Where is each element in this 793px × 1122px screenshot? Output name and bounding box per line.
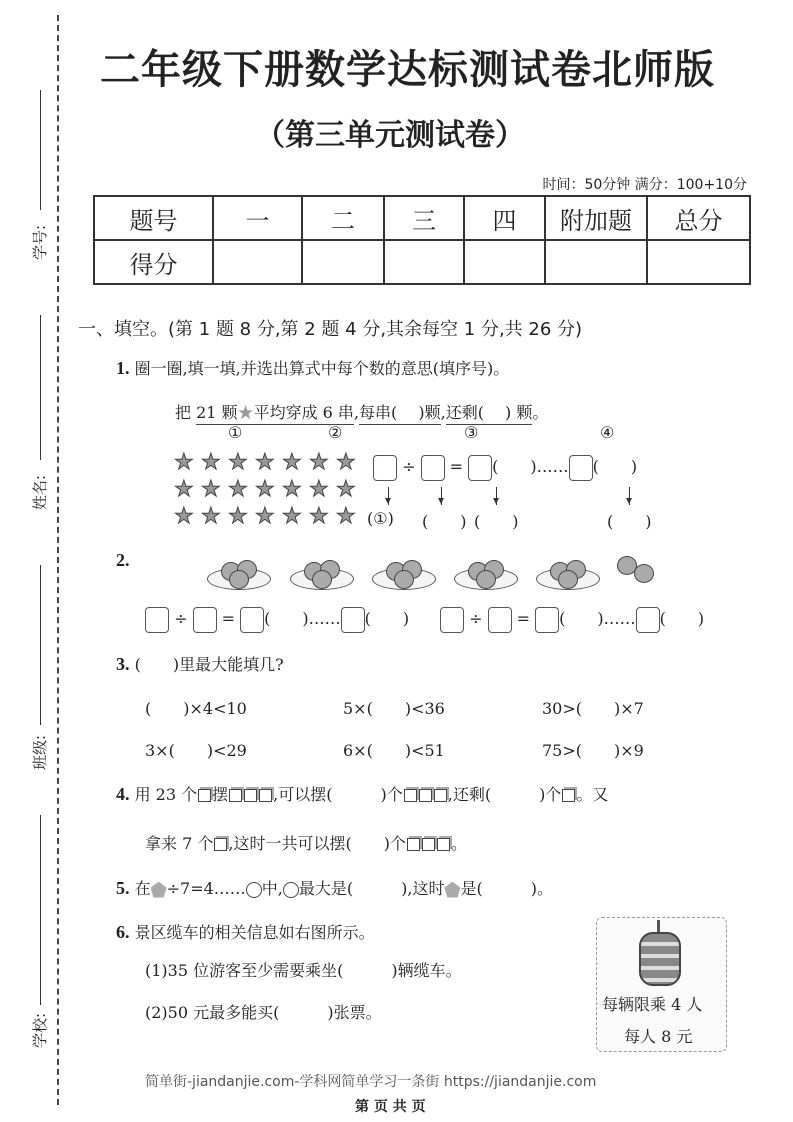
q2-equation-2: ÷ = ( )…… ( ) xyxy=(440,606,704,633)
answer-box[interactable] xyxy=(535,607,559,633)
star-icon: ★ xyxy=(174,504,194,529)
cube-icon xyxy=(562,789,575,802)
circled-label: ② xyxy=(328,423,343,442)
inequality-blank[interactable]: 3×( )<29 xyxy=(145,741,247,760)
question-text: ( )里最大能填几? xyxy=(134,655,284,674)
score-cell[interactable] xyxy=(302,240,384,284)
inequality-blank[interactable]: ( )×4<10 xyxy=(145,699,247,718)
table-header: 二 xyxy=(302,196,384,240)
q1-equation: ÷ = ( )…… ( ) xyxy=(373,454,637,481)
table-header: 附加题 xyxy=(545,196,647,240)
answer-box[interactable] xyxy=(636,607,660,633)
star-icon: ★ xyxy=(228,450,248,475)
circle-icon xyxy=(283,882,299,898)
name-label: 姓名: xyxy=(31,474,50,511)
answer-box[interactable] xyxy=(193,607,217,633)
question-1 xyxy=(116,356,509,379)
answer-blank[interactable]: ( ) xyxy=(422,512,467,531)
inequality-blank[interactable]: 30>( )×7 xyxy=(542,699,644,718)
text: 21 颗 xyxy=(196,403,238,422)
star-icon: ★ xyxy=(255,504,275,529)
score-cell[interactable] xyxy=(647,240,750,284)
circled-label: ④ xyxy=(600,423,615,442)
q2-equation-1: ÷ = ( )…… ( ) xyxy=(145,606,409,633)
cube-shape-icon xyxy=(406,834,451,853)
apple-icon xyxy=(476,570,496,589)
text: 在 xyxy=(134,879,151,898)
star-icon: ★ xyxy=(201,450,221,475)
apple-icon xyxy=(558,570,578,589)
question-2 xyxy=(116,550,130,571)
score-cell[interactable] xyxy=(384,240,464,284)
arrow-icon xyxy=(441,487,442,505)
cable-car-info-box xyxy=(596,917,727,1052)
text: ÷7=4…… xyxy=(166,879,246,898)
exam-info: 时间：50分钟 满分：100+10分 xyxy=(542,177,747,193)
text: ( ) xyxy=(364,609,410,628)
question-number: 5. xyxy=(116,878,130,898)
answer-box[interactable] xyxy=(421,455,445,481)
cube-shape-icon xyxy=(403,785,448,804)
table-header: 一 xyxy=(213,196,302,240)
cube-icon xyxy=(214,838,227,851)
answer-blank[interactable]: (①) xyxy=(367,509,394,528)
class-line xyxy=(40,565,41,725)
text: 。又 xyxy=(576,785,609,804)
answer-box[interactable] xyxy=(468,455,492,481)
question-5 xyxy=(116,876,553,899)
cable-car-icon xyxy=(639,932,681,986)
table-header: 三 xyxy=(384,196,464,240)
star-icon: ★ xyxy=(228,477,248,502)
text: 摆 xyxy=(212,785,229,804)
table-row xyxy=(94,240,750,284)
phrase-4-blank[interactable]: 还剩( ) 颗 xyxy=(446,403,533,425)
text: ( )…… xyxy=(264,609,341,628)
apple-icon xyxy=(312,570,332,589)
inequality-blank[interactable]: 5×( )<36 xyxy=(343,699,445,718)
footer-watermark: 简单街-jiandanjie.com-学科网简单学习一条街 https://jiandanjie.com xyxy=(145,1074,597,1090)
score-cell[interactable] xyxy=(213,240,302,284)
answer-blank[interactable]: ( ) xyxy=(607,512,652,531)
star-icon: ★ xyxy=(255,477,275,502)
text[interactable]: ,还剩( )个 xyxy=(447,785,562,804)
star-icon: ★ xyxy=(336,504,356,529)
inequality-blank[interactable]: 6×( )<51 xyxy=(343,741,445,760)
star-icon: ★ xyxy=(174,450,194,475)
question-number: 6. xyxy=(116,922,130,942)
binding-dashed-line xyxy=(57,15,59,1105)
text[interactable]: 最大是( ),这时 xyxy=(298,879,445,898)
inequality-blank[interactable]: 75>( )×9 xyxy=(542,741,644,760)
question-4-line-1 xyxy=(116,782,608,805)
answer-box[interactable] xyxy=(440,607,464,633)
pentagon-icon xyxy=(151,882,167,898)
answer-box[interactable] xyxy=(373,455,397,481)
circled-label: ① xyxy=(228,423,243,442)
question-number: 4. xyxy=(116,784,130,804)
phrase-2: 平均穿成 6 串 xyxy=(254,403,354,425)
table-header-row xyxy=(94,196,750,240)
question-number: 1. xyxy=(116,358,130,378)
score-cell[interactable] xyxy=(464,240,545,284)
table-header: 题号 xyxy=(94,196,213,240)
section-heading: 一、填空。(第 1 题 8 分,第 2 题 4 分,其余每空 1 分,共 26 分) xyxy=(78,319,583,340)
cube-icon xyxy=(198,789,211,802)
question-3 xyxy=(116,652,284,675)
capacity-text: 每辆限乘 4 人 xyxy=(602,995,703,1014)
arrow-icon xyxy=(388,487,389,505)
page-title: 二年级下册数学达标测试卷北师版 xyxy=(100,47,715,93)
star-icon: ★ xyxy=(309,450,329,475)
table-header: 总分 xyxy=(647,196,750,240)
text: ( ) xyxy=(592,457,638,476)
table-header: 四 xyxy=(464,196,545,240)
subquestion-1[interactable]: (1)35 位游客至少需要乘坐( )辆缆车。 xyxy=(145,961,462,980)
text: ( )…… xyxy=(559,609,636,628)
student-id-label: 学号: xyxy=(31,224,50,261)
star-icon: ★ xyxy=(336,450,356,475)
star-icon: ★ xyxy=(174,477,194,502)
text[interactable]: ,这时一共可以摆( )个 xyxy=(228,834,406,853)
star-icon: ★ xyxy=(201,504,221,529)
pentagon-icon xyxy=(444,882,460,898)
text: 。 xyxy=(450,834,467,853)
subquestion-2[interactable]: (2)50 元最多能买( )张票。 xyxy=(145,1003,382,1022)
text: ( )…… xyxy=(492,457,569,476)
question-text: 圈一圈,填一填,并选出算式中每个数的意思(填序号)。 xyxy=(134,359,510,378)
text: 用 23 个 xyxy=(134,785,198,804)
school-line xyxy=(40,815,41,1005)
star-icon: ★ xyxy=(237,403,254,422)
circle-icon xyxy=(246,882,262,898)
price-text: 每人 8 元 xyxy=(624,1027,693,1046)
text: 。 xyxy=(532,403,549,422)
class-label: 班级: xyxy=(31,734,50,771)
star-icon: ★ xyxy=(282,477,302,502)
star-icon: ★ xyxy=(309,504,329,529)
answer-box[interactable] xyxy=(341,607,365,633)
apple-icon xyxy=(394,570,414,589)
star-icon: ★ xyxy=(228,504,248,529)
cube-shape-icon xyxy=(228,785,273,804)
star-icon: ★ xyxy=(282,450,302,475)
text: 把 xyxy=(175,403,192,422)
text: 中, xyxy=(261,879,283,898)
question-text: 景区缆车的相关信息如右图所示。 xyxy=(134,923,375,942)
answer-box[interactable] xyxy=(569,455,593,481)
star-icon: ★ xyxy=(309,477,329,502)
star-icon: ★ xyxy=(282,504,302,529)
school-label: 学校: xyxy=(31,1012,50,1049)
arrow-icon xyxy=(496,487,497,505)
text[interactable]: ,可以摆( )个 xyxy=(273,785,403,804)
circled-label: ③ xyxy=(464,423,479,442)
score-row-label: 得分 xyxy=(94,240,213,284)
phrase-1 xyxy=(196,403,253,425)
apple-icon xyxy=(229,570,249,589)
star-icon: ★ xyxy=(255,450,275,475)
text[interactable]: 是( )。 xyxy=(460,879,553,898)
star-icon: ★ xyxy=(201,477,221,502)
arrow-icon xyxy=(629,487,630,505)
text: , xyxy=(353,403,360,422)
answer-box[interactable] xyxy=(240,607,264,633)
text: , xyxy=(440,403,446,422)
student-id-line xyxy=(40,90,41,210)
star-icon: ★ xyxy=(336,477,356,502)
question-6 xyxy=(116,920,375,943)
text: ( ) xyxy=(659,609,705,628)
page-number: 第 页 共 页 xyxy=(355,1099,426,1115)
answer-box[interactable] xyxy=(145,607,169,633)
text: 拿来 7 个 xyxy=(145,834,214,853)
phrase-3-blank[interactable]: 每串( )颗 xyxy=(359,403,441,425)
q1-sentence xyxy=(175,400,548,423)
score-cell[interactable] xyxy=(545,240,647,284)
answer-box[interactable] xyxy=(488,607,512,633)
answer-blank[interactable]: ( ) xyxy=(474,512,519,531)
question-number: 2. xyxy=(116,550,130,570)
question-4-line-2 xyxy=(145,831,467,854)
question-number: 3. xyxy=(116,654,130,674)
name-line xyxy=(40,315,41,460)
page-subtitle: （第三单元测试卷） xyxy=(255,118,525,153)
apple-icon xyxy=(634,564,654,583)
score-table xyxy=(93,195,751,285)
